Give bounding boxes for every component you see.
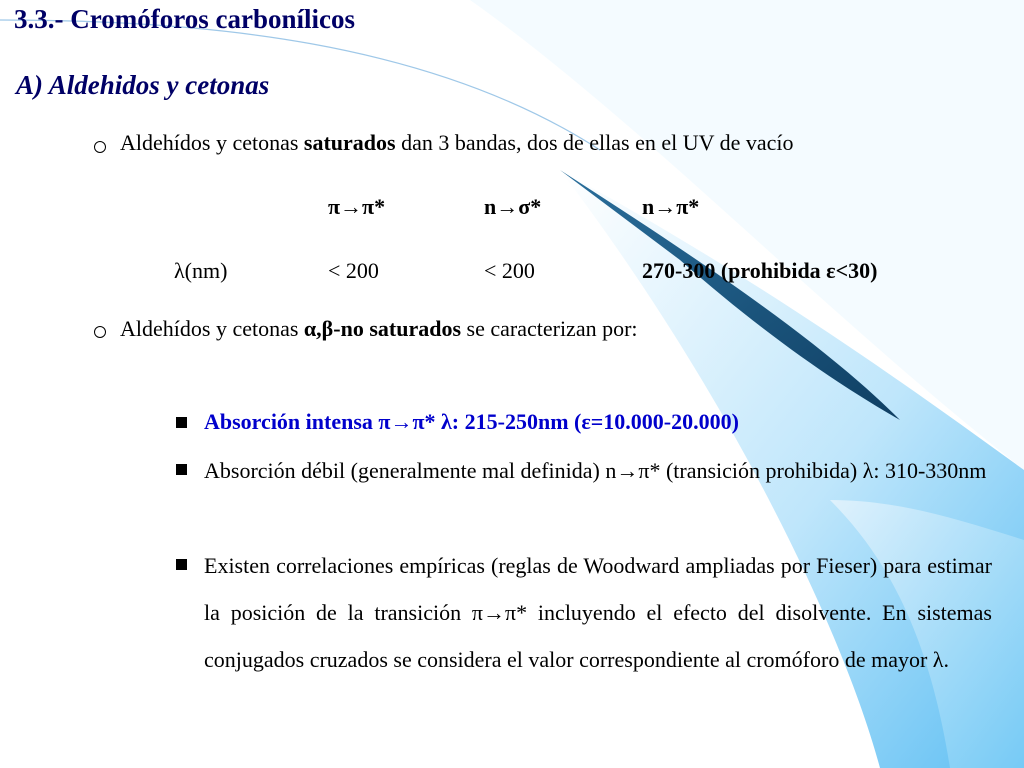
slide-subtitle: A) Aldehidos y cetonas <box>16 70 270 100</box>
point-saturated-post: dan 3 bandas, dos de ellas en el UV de vacío <box>395 130 794 155</box>
point-saturated <box>120 130 794 156</box>
square-bullet-icon <box>176 417 187 428</box>
table-cell-n-pi: 270-300 (prohibida ε<30) <box>642 258 878 283</box>
hollow-bullet-icon <box>94 141 106 153</box>
hollow-bullet-icon <box>94 326 106 338</box>
bullet-woodward-rules: Existen correlaciones empíricas (reglas de Woodward ampliadas por Fieser) para estimar la posición de la transición π→π* incluyendo el efecto del disolvente. En sistemas conjugados cruzados se considera el valor correspondiente al cromóforo de mayor λ. <box>204 553 992 672</box>
bullet-intense-absorption: Absorción intensa π→π* λ: 215-250nm (ε=10.000-20.000) <box>204 409 739 434</box>
point-unsaturated-bold: α,β-no saturados <box>303 316 462 341</box>
point-saturated-bold: saturados <box>303 130 396 155</box>
table-header-pi-pi: π→π* <box>328 194 386 219</box>
point-unsaturated-post: se caracterizan por: <box>461 316 638 341</box>
square-bullet-icon <box>176 559 187 570</box>
table-header-n-sigma: n→σ* <box>484 194 542 219</box>
table-header-n-pi: n→π* <box>642 194 700 219</box>
table-cell-pi-pi: < 200 <box>328 258 379 283</box>
table-cell-n-sigma: < 200 <box>484 258 535 283</box>
bullet-weak-absorption: Absorción débil (generalmente mal definida) n→π* (transición prohibida) λ: 310-330nm <box>204 458 987 483</box>
point-saturated-pre: Aldehídos y cetonas <box>120 130 304 155</box>
slide-title: 3.3.- Cromóforos carbonílicos <box>14 4 355 34</box>
square-bullet-icon <box>176 464 187 475</box>
table-row-label: λ(nm) <box>174 258 228 283</box>
point-unsaturated-pre: Aldehídos y cetonas <box>120 316 304 341</box>
point-unsaturated <box>120 316 638 342</box>
